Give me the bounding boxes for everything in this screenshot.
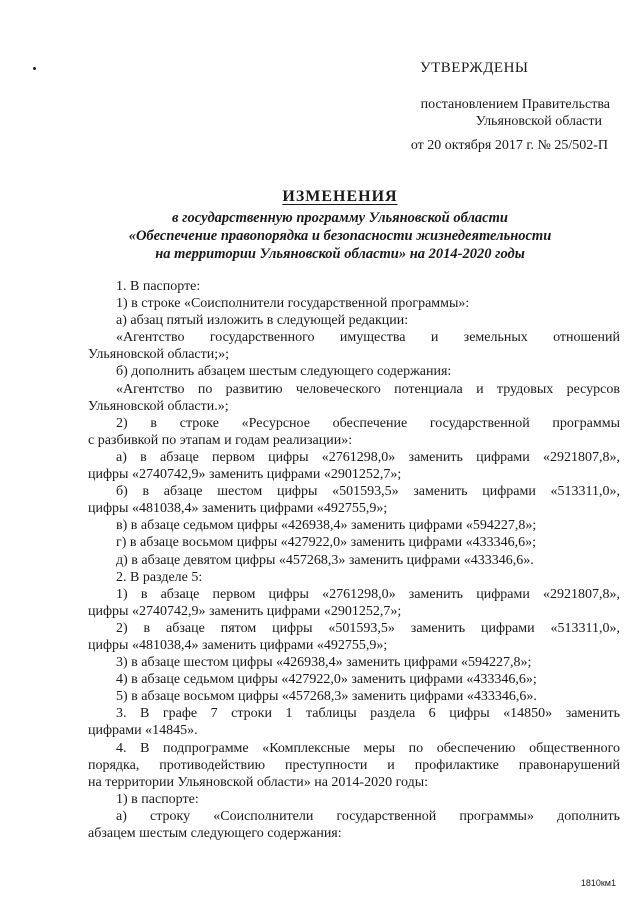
text-line: в) в абзаце седьмом цифры «426938,4» заменить цифрами «594227,8»; [116,518,537,534]
approval-title: УТВЕРЖДЕНЫ [420,60,529,76]
text-line: 3) в абзаце шестом цифры «426938,4» заменить цифрами «594227,8»; [116,655,532,671]
text-line: «Агентство государственного имущества и земельных отношений [116,330,620,346]
text-line: 1) в абзаце первом цифры «2761298,0» заменить цифрами «2921807,8», [116,586,620,602]
subtitle-line-3: на территории Ульяновской области» на 2014-2020 годы [155,246,525,262]
scan-speck [33,67,36,70]
text-line: б) дополнить абзацем шестым следующего содержания: [116,364,452,380]
text-line: цифры «2740742,9» заменить цифрами «2901252,7»; [88,603,402,619]
text-line: д) в абзаце девятом цифры «457268,3» заменить цифрами «433346,6». [116,552,534,568]
text-line: 4. В подпрограмме «Комплексные меры по обеспечению общественного [116,740,620,756]
document-body [88,278,620,842]
approval-line-1: постановлением Правительства [420,97,610,112]
text-line: абзацем шестым следующего содержания: [88,826,342,841]
text-line: «Агентство по развитию человеческого потенциала и трудовых ресурсов [116,381,620,397]
document-title: ИЗМЕНЕНИЯ [282,188,398,205]
text-line: на территории Ульяновской области» на 2014-2020 годы: [88,774,428,790]
text-line: 4) в абзаце седьмом цифры «427922,0» заменить цифрами «433346,6»; [116,672,537,688]
text-line: 1) в паспорте: [116,791,199,807]
text-line: цифры «481038,4» заменить цифрами «492755,9»; [88,637,388,653]
footer-code: 1810км1 [580,878,616,888]
text-line: 2) в строке «Ресурсное обеспечение государственной программы [116,415,620,431]
text-line: цифры «481038,4» заменить цифрами «492755,9»; [88,501,388,517]
text-line: 3. В графе 7 строки 1 таблицы раздела 6 цифры «14850» заменить [116,706,620,722]
text-line: порядка, противодействию преступности и профилактике правонарушений [88,757,620,773]
text-line: Ульяновской области.»; [88,398,229,414]
text-line: цифрами «14845». [88,723,198,739]
text-line: 1) в строке «Соисполнители государственной программы»: [116,296,470,312]
text-line: б) в абзаце шестом цифры «501593,5» заменить цифрами «513311,0», [116,484,620,500]
text-line: а) абзац пятый изложить в следующей редакции: [116,313,409,329]
approval-date: от 20 октября 2017 г. № 25/502-П [410,138,608,153]
text-line: 2) в абзаце пятом цифры «501593,5» заменить цифрами «513311,0», [116,620,620,636]
text-line: 2. В разделе 5: [116,569,203,585]
text-line: а) строку «Соисполнители государственной программы» дополнить [116,808,620,824]
text-line: 5) в абзаце восьмом цифры «457268,3» заменить цифрами «433346,6». [116,689,537,705]
text-line: цифры «2740742,9» заменить цифрами «2901252,7»; [88,467,402,483]
approval-line-2: Ульяновской области [475,114,602,129]
text-line: с разбивкой по этапам и годам реализации»: [88,432,353,448]
text-line: г) в абзаце восьмом цифры «427922,0» заменить цифрами «433346,6»; [116,535,536,551]
text-line: Ульяновской области;»; [88,347,230,363]
text-line: а) в абзаце первом цифры «2761298,0» заменить цифрами «2921807,8», [116,449,620,465]
subtitle-line-1: в государственную программу Ульяновской области [172,210,508,226]
subtitle-line-2: «Обеспечение правопорядка и безопасности жизнедеятельности [128,228,552,244]
text-line: 1. В паспорте: [116,279,201,294]
